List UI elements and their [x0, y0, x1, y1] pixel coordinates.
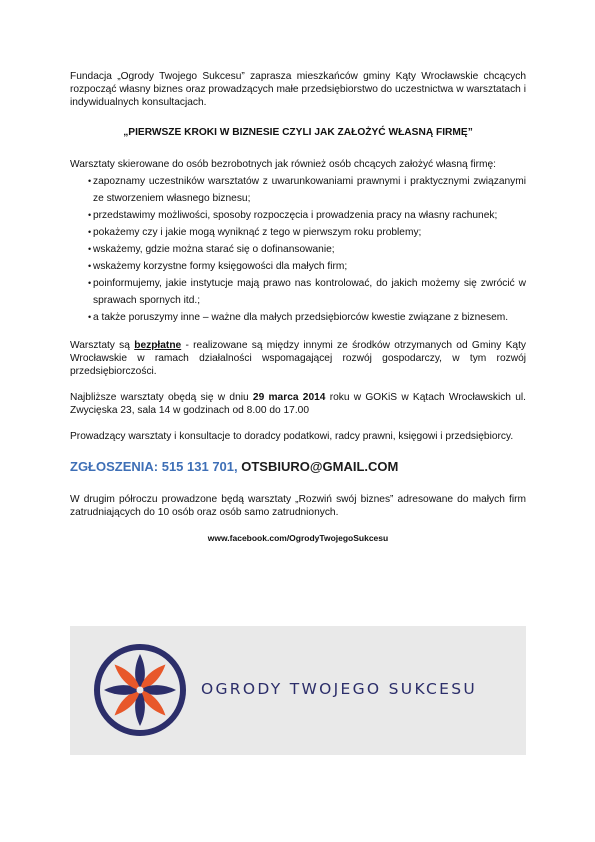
second-half-paragraph: W drugim półroczu prowadzone będą warsztaty „Rozwiń swój biznes” adresowane do małych firm zatrudniających do 10 osób oraz osób samo zatrudnionych. — [70, 494, 526, 518]
next-date: 29 marca 2014 — [252, 392, 326, 403]
free-after: - realizowane są między innymi ze środków otrzymanych od Gminy Kąty Wrocławskie w ramach działalności wspomagającej rozwój gospodarczy, w tym rozwój przedsiębiorczości. — [70, 340, 527, 377]
workshop-topics-list — [70, 173, 526, 326]
next-workshop-paragraph — [70, 391, 526, 417]
facebook-link[interactable]: www.facebook.com/OgrodyTwojegoSukcesu — [207, 533, 389, 543]
list-item — [70, 275, 526, 309]
bullet-mark: • — [88, 176, 92, 186]
list-item — [70, 207, 526, 224]
contact-label: ZGŁOSZENIA: — [70, 459, 162, 474]
contact-email[interactable]: OTSBIURO@GMAIL.COM — [241, 459, 399, 474]
list-item-text: wskażemy, gdzie można starać się o dofinansowanie; — [93, 244, 335, 255]
list-item-text: poinformujemy, jakie instytucje mają prawo nas kontrolować, do jakich możemy się zwrócić w sprawach spornych itd.; — [93, 278, 526, 306]
instructors-paragraph: Prowadzący warsztaty i konsultacje to doradcy podatkowi, radcy prawni, księgowi i przedsiębiorcy. — [70, 431, 514, 442]
bullet-mark: • — [88, 261, 92, 271]
list-item-text: a także poruszymy inne – ważne dla małych przedsiębiorców kwestie związane z biznesem. — [93, 312, 509, 323]
list-item-text: wskażemy korzystne formy księgowości dla małych firm; — [93, 261, 348, 272]
headline: „PIERWSZE KROKI W BIZNESIE CZYLI JAK ZAŁOŻYĆ WŁASNĄ FIRMĘ” — [123, 127, 473, 138]
bullet-mark: • — [88, 278, 92, 288]
intro-paragraph: Fundacja „Ogrody Twojego Sukcesu” zaprasza mieszkańców gminy Kąty Wrocławskie chcących rozpocząć własny biznes oraz prowadzących małe przedsiębiorstwo do uczestnictwa w warsztatach i indywidualnych konsultacjach. — [70, 71, 526, 108]
document-body — [70, 70, 526, 543]
list-item — [70, 173, 526, 207]
flower-logo-icon — [90, 640, 190, 740]
list-item — [70, 309, 526, 326]
next-after: roku w GOKiS w Kątach Wrocławskich ul. Zwycięska 23, sala 14 w godzinach od 8.00 do 17.00 — [70, 392, 526, 416]
contact-phone[interactable]: 515 131 701, — [161, 459, 242, 474]
list-item-text: przedstawimy możliwości, sposoby rozpoczęcia i prowadzenia pracy na własny rachunek; — [93, 210, 498, 221]
list-item — [70, 258, 526, 275]
free-highlight: bezpłatne — [134, 340, 182, 351]
list-item — [70, 241, 526, 258]
contact-line — [70, 459, 526, 475]
list-item-text: zapoznamy uczestników warsztatów z uwarunkowaniami prawnymi i praktycznymi związanymi ze stworzeniem własnego biznesu; — [93, 176, 526, 204]
next-before: Najbliższe warsztaty obędą się w dniu — [70, 392, 253, 403]
list-item — [70, 224, 526, 241]
bullet-mark: • — [88, 244, 92, 254]
logo-text: OGRODY TWOJEGO SUKCESU — [201, 680, 478, 698]
free-before: Warsztaty są — [70, 340, 135, 351]
bullet-mark: • — [88, 210, 92, 220]
free-paragraph — [70, 339, 526, 378]
list-item-text: pokażemy czy i jakie mogą wyniknąć z tego w pierwszym roku problemy; — [93, 227, 422, 238]
logo-banner — [70, 626, 526, 755]
bullet-mark: • — [88, 227, 92, 237]
workshops-intro: Warsztaty skierowane do osób bezrobotnych jak również osób chcących założyć własną firmę: — [70, 159, 496, 170]
bullet-mark: • — [88, 312, 92, 322]
logo-center — [137, 687, 144, 694]
